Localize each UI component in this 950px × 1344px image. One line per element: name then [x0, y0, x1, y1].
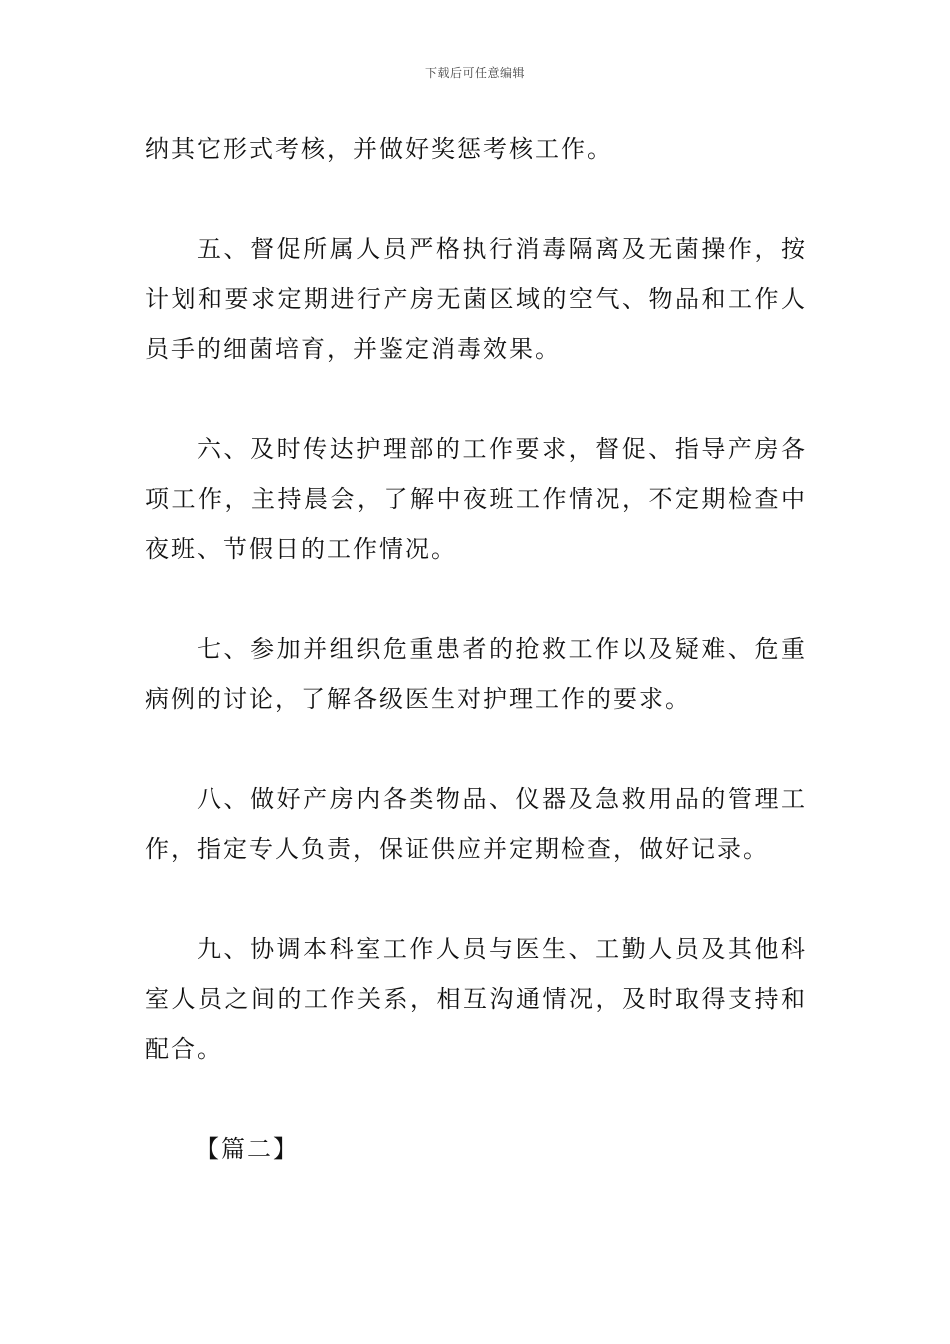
document-body [145, 124, 807, 1174]
page-header: 下载后可任意编辑 [424, 66, 525, 80]
paragraph-item-5: 五、督促所属人员严格执行消毒隔离及无菌操作，按计划和要求定期进行产房无菌区域的空气、物品和工作人员手的细菌培育，并鉴定消毒效果。 [145, 235, 807, 363]
paragraph-item-9: 九、协调本科室工作人员与医生、工勤人员及其他科室人员之间的工作关系，相互沟通情况，及时取得支持和配合。 [145, 935, 807, 1063]
paragraph-item-6: 六、及时传达护理部的工作要求，督促、指导产房各项工作，主持晨会，了解中夜班工作情况，不定期检查中夜班、节假日的工作情况。 [145, 435, 807, 563]
paragraph-item-8: 八、做好产房内各类物品、仪器及急救用品的管理工作，指定专人负责，保证供应并定期检查，做好记录。 [145, 785, 807, 863]
paragraph-continuation: 纳其它形式考核，并做好奖惩考核工作。 [145, 135, 613, 163]
paragraph-item-7: 七、参加并组织危重患者的抢救工作以及疑难、危重病例的讨论，了解各级医生对护理工作的要求。 [145, 635, 807, 713]
section-heading: 【篇二】 [195, 1135, 299, 1163]
